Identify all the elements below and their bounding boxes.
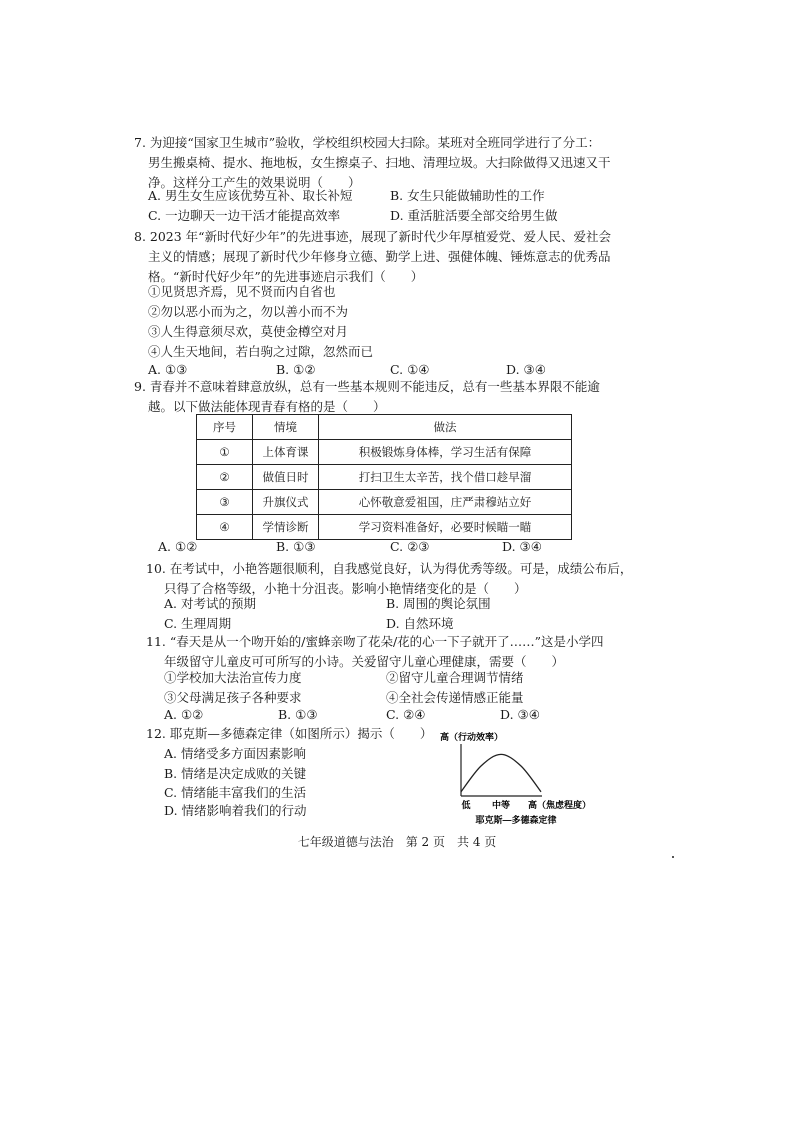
q7-option-d: D. 重活脏活要全部交给男生做 (390, 208, 558, 223)
chart-y-label: 高（行动效率） (440, 732, 504, 742)
q11-option-d: D. ③④ (500, 707, 540, 722)
chart-series-line (461, 754, 541, 791)
table-header-row (197, 415, 572, 440)
q10-stem-line-2: 只得了合格等级，小艳十分沮丧。影响小艳情绪变化的是（ ） (164, 581, 527, 596)
q9-stem-line-2: 越。以下做法能体现青春有格的是（ ） (148, 399, 386, 414)
table-header-cell: 做法 (319, 415, 572, 440)
q8-item-2: ②勿以恶小而为之，勿以善小而不为 (148, 304, 349, 319)
table-cell: ① (197, 440, 253, 465)
yerkes-dodson-chart (430, 728, 610, 828)
q11-item-2: ②留守儿童合理调节情绪 (386, 670, 524, 685)
q11-stem-line-2: 年级留守儿童皮可可所写的小诗。关爱留守儿童心理健康，需要（ ） (164, 654, 565, 669)
q12-option-c: C. 情绪能丰富我们的生活 (164, 785, 307, 800)
q11-stem-line-1: 11. “春天是从一个吻开始的/蜜蜂亲吻了花朵/花的心一下子就开了……”这是小学四 (146, 634, 604, 649)
q8-stem-line-3: 格。“新时代好少年”的先进事迹启示我们（ ） (148, 269, 424, 284)
chart-title: 耶克斯—多德森定律 (475, 815, 557, 825)
scan-speck (672, 856, 674, 858)
chart-tick-label: 低 (461, 800, 471, 810)
q9-option-a: A. ①② (158, 539, 198, 554)
q9-option-c: C. ②③ (390, 539, 430, 554)
q7-stem-line-2: 男生搬桌椅、提水、拖地板，女生擦桌子、扫地、清理垃圾。大扫除做得又迅速又干 (148, 155, 611, 170)
q11-option-a: A. ①② (164, 707, 204, 722)
table-cell: 积极锻炼身体棒，学习生活有保障 (319, 440, 572, 465)
table-cell: ③ (197, 490, 253, 515)
q11-item-4: ④全社会传递情感正能量 (386, 690, 524, 705)
q8-item-4: ④人生天地间，若白驹之过隙，忽然而已 (148, 344, 374, 359)
table-cell: 学习资料准备好，必要时候瞄一瞄 (319, 515, 572, 540)
q10-stem-line-1: 10. 在考试中，小艳答题很顺利，自我感觉良好，认为得优秀等级。可是，成绩公布后， (146, 561, 633, 576)
table-cell: 上体育课 (253, 440, 319, 465)
table-cell: 心怀敬意爱祖国，庄严肃穆站立好 (319, 490, 572, 515)
q12-stem: 12. 耶克斯—多德森定律（如图所示）揭示（ ） (146, 726, 433, 741)
page-footer: 七年级道德与法治 第 2 页 共 4 页 (297, 835, 497, 849)
table-cell: 做值日时 (253, 465, 319, 490)
q12-option-b: B. 情绪是决定成败的关键 (164, 766, 307, 781)
q8-option-b: B. ①② (276, 362, 316, 377)
q8-option-a: A. ①③ (148, 362, 188, 377)
q9-option-b: B. ①③ (276, 539, 316, 554)
q7-stem-line-1: 7. 为迎接“国家卫生城市”验收，学校组织校园大扫除。某班对全班同学进行了分工： (134, 135, 601, 150)
q7-option-a: A. 男生女生应该优势互补、取长补短 (148, 188, 353, 203)
table-cell: 学情诊断 (253, 515, 319, 540)
chart-tick-label: 中等 (491, 800, 511, 810)
table-cell: 升旗仪式 (253, 490, 319, 515)
q8-option-c: C. ①④ (390, 362, 430, 377)
table-row (197, 515, 572, 540)
q9-stem-line-1: 9. 青春并不意味着肆意放纵，总有一些基本规则不能违反，总有一些基本界限不能逾 (134, 379, 600, 394)
table-header-cell: 序号 (197, 415, 253, 440)
table-row (197, 440, 572, 465)
q8-item-3: ③人生得意须尽欢，莫使金樽空对月 (148, 324, 349, 339)
q12-option-a: A. 情绪受多方面因素影响 (164, 746, 306, 761)
q11-item-1: ①学校加大法治宣传力度 (164, 670, 302, 685)
q12-option-d: D. 情绪影响着我们的行动 (164, 803, 307, 818)
q10-option-c: C. 生理周期 (164, 616, 232, 631)
q8-option-d: D. ③④ (506, 362, 546, 377)
q8-item-1: ①见贤思齐焉，见不贤而内自省也 (148, 284, 336, 299)
table-cell: ④ (197, 515, 253, 540)
q11-option-c: C. ②④ (386, 707, 426, 722)
table-header-cell: 情境 (253, 415, 319, 440)
q10-option-a: A. 对考试的预期 (164, 596, 256, 611)
q11-option-b: B. ①③ (278, 707, 318, 722)
q11-item-3: ③父母满足孩子各种要求 (164, 690, 302, 705)
q8-stem-line-2: 主义的情感；展现了新时代少年修身立德、勤学上进、强健体魄、锤炼意志的优秀品 (148, 249, 611, 264)
q7-stem-line-3: 净。这样分工产生的效果说明（ ） (148, 175, 361, 190)
chart-x-label: 高（焦虑程度） (528, 800, 592, 810)
table-cell: ② (197, 465, 253, 490)
table-cell: 打扫卫生太辛苦，找个借口趁早溜 (319, 465, 572, 490)
table-row (197, 490, 572, 515)
table-row (197, 465, 572, 490)
q9-table (196, 414, 572, 540)
q10-option-d: D. 自然环境 (386, 616, 454, 631)
q10-option-b: B. 周围的舆论氛围 (386, 596, 491, 611)
q7-option-b: B. 女生只能做辅助性的工作 (390, 188, 545, 203)
q7-option-c: C. 一边聊天一边干活才能提高效率 (148, 208, 341, 223)
q8-stem-line-1: 8. 2023 年“新时代好少年”的先进事迹，展现了新时代少年厚植爱党、爱人民、爱社会 (134, 229, 611, 244)
q9-option-d: D. ③④ (502, 539, 542, 554)
